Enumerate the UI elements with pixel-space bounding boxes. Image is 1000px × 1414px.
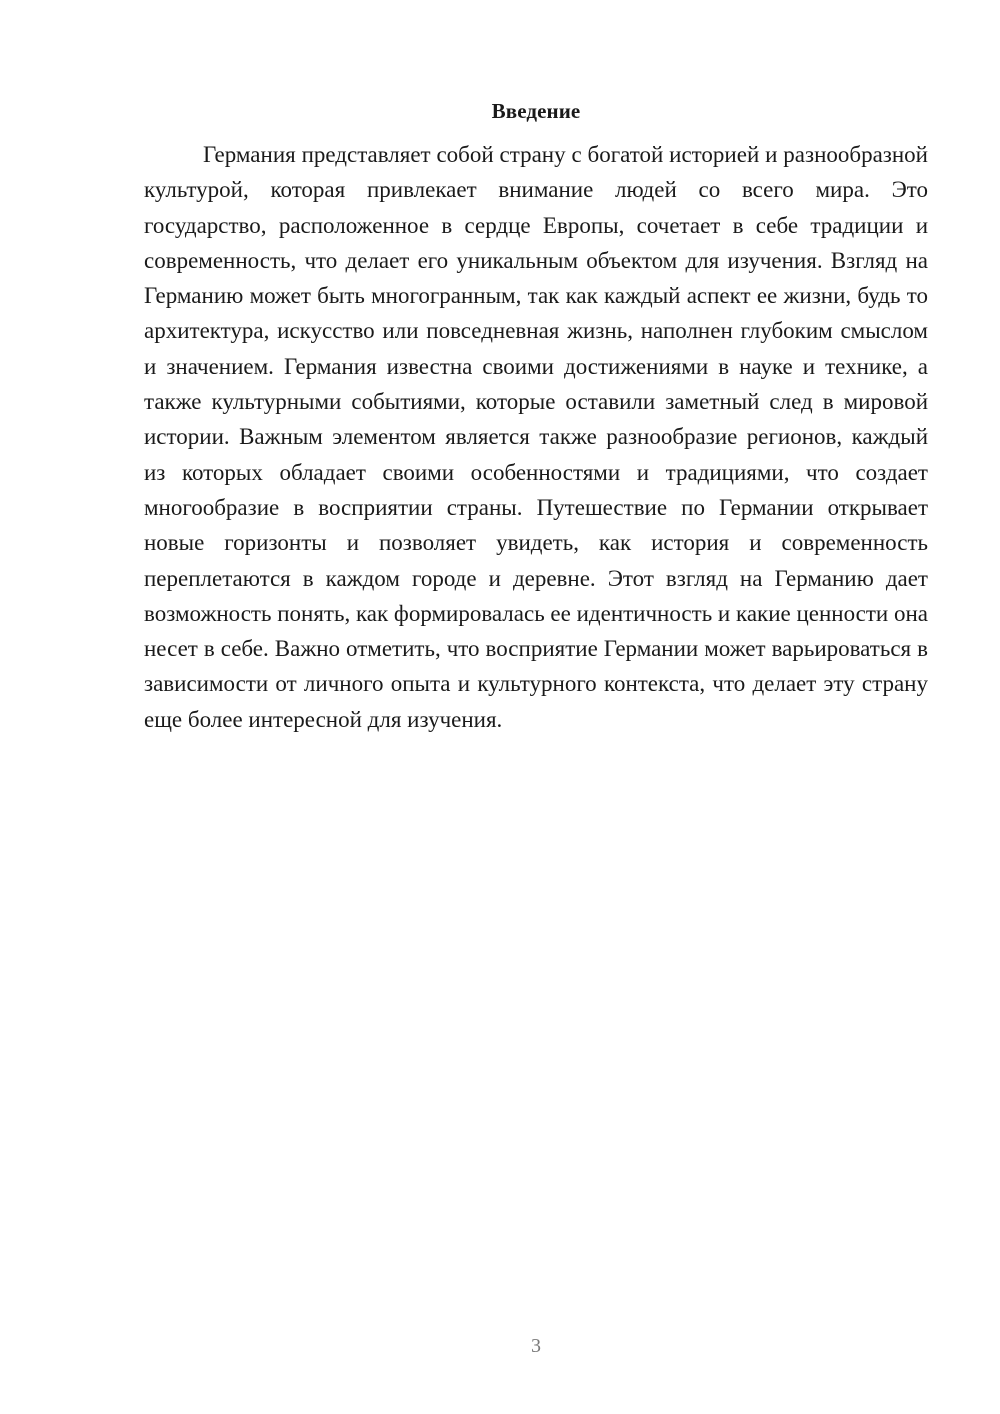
page-number: 3	[531, 1335, 541, 1357]
body-paragraph: Германия представляет собой страну с богатой историей и разнообразной культурой, которая привлекает внимание людей со всего мира. Это государство, расположенное в сердце Европы, сочетает в себе традиции и современность, что делает его уникальным объектом для изучения. Взгляд на Германию может быть многогранным, так как каждый аспект ее жизни, будь то архитектура, искусство или повседневная жизнь, наполнен глубоким смыслом и значением. Германия известна своими достижениями в науке и технике, а также культурными событиями, которые оставили заметный след в мировой истории. Важным элементом является также разнообразие регионов, каждый из которых обладает своими особенностями и традициями, что создает многообразие в восприятии страны. Путешествие по Германии открывает новые горизонты и позволяет увидеть, как история и современность переплетаются в каждом городе и деревне. Этот взгляд на Германию дает возможность понять, как формировалась ее идентичность и какие ценности она несет в себе. Важно отметить, что восприятие Германии может варьироваться в зависимости от личного опыта и культурного контекста, что делает эту страну еще более интересной для изучения.	[144, 142, 929, 732]
page-content	[144, 95, 928, 737]
section-heading: Введение	[491, 99, 581, 123]
